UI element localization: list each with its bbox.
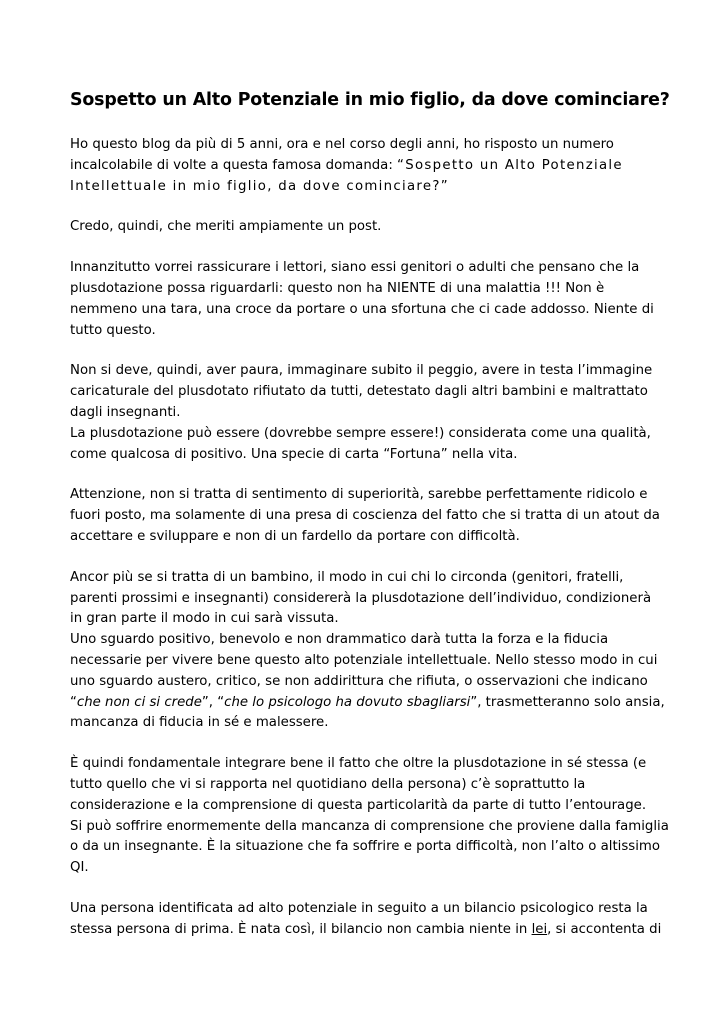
paragraph-post [70,217,655,238]
text-line [70,920,662,941]
text-span: ”, “ [201,694,225,710]
paragraph-intro [70,135,655,197]
text-span: , si accontenta di [547,921,662,937]
text-line: mancanza di fiducia in sé e malessere. [70,715,329,731]
text-line: caricaturale del plusdotato rifiutato da tutti, detestato dagli altri bambini e maltrattato [70,384,648,400]
text-line: nemmeno una tara, una croce da portare o una sfortuna che ci cade addosso. Niente di [70,301,654,317]
text-line: Attenzione, non si tratta di sentimento di superiorità, sarebbe perfettamente ridicolo e [70,487,648,503]
italic-quote: che non ci si crede [76,694,202,710]
paragraph-integrate [70,754,669,879]
text-line: Ho questo blog da più di 5 anni, ora e nel corso degli anni, ho risposto un numero [70,137,614,152]
text-line: accettare e sviluppare e non di un fardello da portare con difficoltà. [70,528,520,544]
text-line: La plusdotazione può essere (dovrebbe sempre essere!) considerata come una qualità, [70,425,651,441]
paragraph-identified [70,899,662,941]
text-line: Innanzitutto vorrei rassicurare i lettori, siano essi genitori o adulti che pensano che la [70,260,640,276]
paragraph-fear [70,361,655,465]
text-line: Una persona identificata ad alto potenziale in seguito a un bilancio psicologico resta la [70,900,648,916]
text-line: o da un insegnante. È la situazione che fa soffrire e porta difficoltà, non l’alto o altissimo [70,839,660,855]
text-line: plusdotazione possa riguardarli: questo non ha NIENTE di una malattia !!! Non è [70,280,605,296]
underlined-word: lei [531,921,548,937]
text-line: Credo, quindi, che meriti ampiamente un post. [70,219,382,235]
quoted-question: Intellettuale in mio figlio, da dove cominciare?” [70,178,449,194]
document-page [70,88,670,961]
text-line: tutto questo. [70,322,156,338]
quoted-question: “Sospetto un Alto Potenziale [397,157,623,173]
text-line: uno sguardo austero, critico, se non addirittura che rifiuta, o osservazioni che indicano [70,673,648,689]
text-line: Non si deve, quindi, aver paura, immaginare subito il peggio, avere in testa l’immagine [70,363,653,379]
paragraph-reassure [70,258,655,341]
italic-quote: che lo psicologo ha dovuto sbagliarsi [224,694,471,710]
text-line: considerazione e la comprensione di questa particolarità da parte di tutto l’entourage. [70,797,647,813]
text-line: Uno sguardo positivo, benevolo e non drammatico darà tutta la forza e la fiducia [70,632,609,648]
paragraph-child [70,568,665,734]
text-span: “ [70,694,77,710]
text-line: Ancor più se si tratta di un bambino, il modo in cui chi lo circonda (genitori, fratelli, [70,569,624,585]
text-span: ”, trasmetteranno solo ansia, [470,694,665,710]
text-line: tutto quello che vi si rapporta nel quotidiano della persona) c’è soprattutto la [70,776,586,792]
text-line: dagli insegnanti. [70,404,181,420]
text-span: incalcolabile di volte a questa famosa domanda: [70,157,398,173]
text-line: fuori posto, ma solamente di una presa di coscienza del fatto che si tratta di un atout da [70,508,660,524]
document-title: Sospetto un Alto Potenziale in mio figlio, da dove cominciare? [70,90,670,110]
paragraph-attention [70,485,660,547]
text-line [70,156,655,177]
text-line: Si può soffrire enormemente della mancanza di comprensione che proviene dalla famiglia [70,818,669,834]
text-line [70,693,665,714]
text-line: parenti prossimi e insegnanti) considererà la plusdotazione dell’individuo, condizionerà [70,590,652,606]
text-line: come qualcosa di positivo. Una specie di carta “Fortuna” nella vita. [70,446,518,462]
text-line: È quindi fondamentale integrare bene il fatto che oltre la plusdotazione in sé stessa (e [70,756,647,772]
text-line: necessarie per vivere bene questo alto potenziale intellettuale. Nello stesso modo in cui [70,652,658,668]
text-line: in gran parte il modo in cui sarà vissuta. [70,611,339,627]
text-line: QI. [70,860,89,876]
text-span: stessa persona di prima. È nata così, il bilancio non cambia niente in [70,921,532,937]
